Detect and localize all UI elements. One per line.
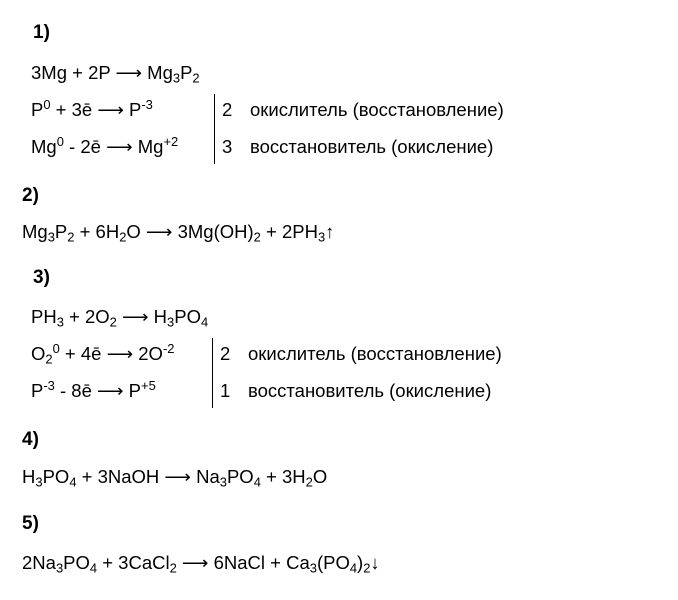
- section-3-half-reaction-reduction: $O_2^0$ + 4ē ⟶ $2O^{-2}$: [31, 340, 175, 367]
- section-4-equation: $H_3PO_4$ + 3NaOH ⟶ $Na_3PO_4 + 3H_2O$: [22, 466, 328, 490]
- section-3-role-reduction: окислитель (восстановление): [248, 343, 502, 364]
- section-4-number: 4): [22, 429, 39, 450]
- section-1-role-oxidation: восстановитель (окисление): [250, 136, 494, 157]
- section-1-coefficient-oxidation: 3: [222, 136, 233, 157]
- section-5-number: 5): [22, 513, 39, 534]
- section-1-coefficient-reduction: 2: [222, 99, 233, 120]
- section-1-number: 1): [33, 22, 50, 43]
- section-1-half-reaction-reduction: $P^0$ + 3ē ⟶ $P^{-3}$: [31, 96, 153, 120]
- section-5-equation: $2Na_3PO_4$ + 3CaCl$_2$ ⟶ 6NaCl + $Ca_3(PO_4)_2↓$: [22, 552, 380, 576]
- section-1-balance-divider: [214, 94, 215, 164]
- section-1-role-reduction: окислитель (восстановление): [250, 99, 504, 120]
- section-3-half-reaction-oxidation: $P^{-3}$ - 8ē ⟶ $P^{+5}$: [31, 377, 156, 401]
- section-2-equation: $Mg_3P_2 + 6H_2O$ ⟶ $3Mg(OH)_2$ + $2PH_3↑$: [22, 221, 335, 245]
- section-2-number: 2): [22, 185, 39, 206]
- section-1-equation: 3Mg + 2P ⟶ $Mg_3P_2$: [31, 62, 200, 86]
- section-3-coefficient-oxidation: 1: [220, 380, 231, 401]
- section-3-number: 3): [33, 267, 50, 288]
- section-3-role-oxidation: восстановитель (окисление): [248, 380, 492, 401]
- section-3-coefficient-reduction: 2: [220, 343, 231, 364]
- section-3-balance-divider: [212, 338, 213, 408]
- section-3-equation: $PH_3 + 2O_2$ ⟶ $H_3PO_4$: [31, 306, 209, 330]
- section-1-half-reaction-oxidation: Mg$^0$ - 2ē ⟶ $Mg^{+2}$: [31, 133, 179, 157]
